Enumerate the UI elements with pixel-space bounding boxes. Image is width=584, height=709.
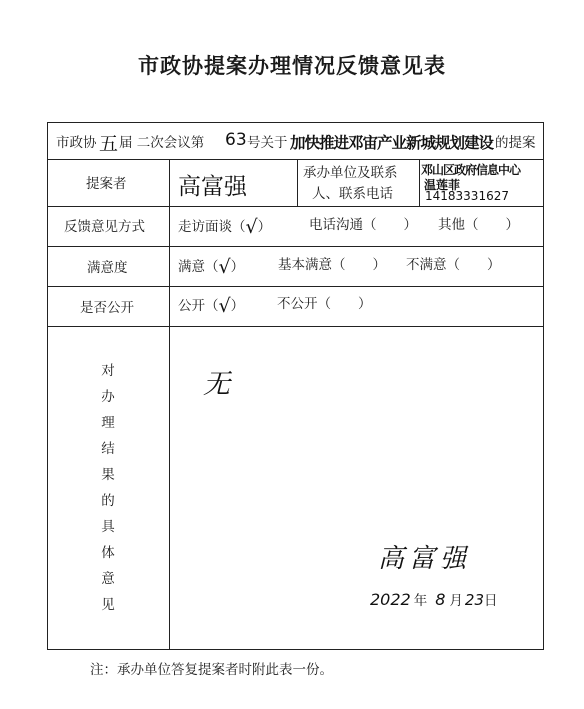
row-divider-3 (47, 246, 544, 247)
row1-about: 号关于 (247, 135, 288, 151)
checkmark-icon: √ (218, 295, 231, 317)
row1-suffix: 的提案 (495, 135, 536, 151)
public-option-label: 公开（ (178, 298, 219, 314)
unsatisfied-option: 不满意（ ） (406, 257, 501, 273)
unit-name-handwritten: 邓山区政府信息中心 (421, 163, 521, 177)
contact-name-handwritten: 温莲菲 (424, 178, 461, 192)
public-label: 是否公开 (80, 300, 134, 316)
date-year-unit: 年 (413, 593, 428, 609)
row-divider-5 (47, 326, 544, 327)
row1-session-text: 届 二次会议第 (119, 135, 205, 151)
proposer-label: 提案者 (86, 176, 127, 192)
satisfied-option (178, 256, 245, 278)
form-title: 市政协提案办理情况反馈意见表 (138, 54, 446, 78)
public-option-close: ） (230, 298, 245, 314)
col-divider-label (169, 159, 170, 650)
unit-label-line2: 人、联系电话 (312, 186, 393, 202)
row-divider-1 (47, 159, 544, 160)
opinion-label-char: 果 (101, 467, 115, 483)
opinion-label-char: 具 (101, 519, 115, 535)
proposal-number-handwritten: 63 (225, 130, 247, 150)
opinion-label-char: 理 (101, 415, 115, 431)
checkmark-icon: √ (218, 256, 231, 278)
date-year-handwritten: 2022 (370, 590, 411, 609)
checkmark-icon: √ (245, 216, 258, 238)
opinion-label-char: 对 (101, 363, 115, 379)
basically-satisfied-option: 基本满意（ ） (278, 257, 386, 273)
public-option (178, 295, 245, 317)
opinion-label-char: 体 (101, 545, 115, 561)
signature-handwritten: 高富强 (378, 544, 472, 574)
row-divider-2 (47, 206, 544, 207)
date-day-unit: 日 (484, 593, 498, 609)
opinion-label-char: 办 (101, 389, 115, 405)
date-month-handwritten: 8 (435, 590, 446, 609)
opinion-label-char: 结 (101, 441, 115, 457)
date-month-unit: 月 (449, 593, 463, 609)
row-divider-4 (47, 286, 544, 287)
visit-option-label: 走访面谈（ (178, 219, 246, 235)
opinion-label-char: 的 (101, 493, 115, 509)
date-day-handwritten: 23 (464, 591, 484, 609)
date-line (370, 592, 498, 609)
satisfaction-label: 满意度 (87, 260, 128, 276)
visit-option (178, 216, 272, 238)
opinion-handwritten: 无 (203, 369, 230, 400)
unit-label-line1: 承办单位及联系 (303, 165, 398, 181)
other-option: 其他（ ） (438, 217, 519, 233)
session-number-handwritten: 五 (99, 133, 119, 155)
col-divider-unit (419, 159, 420, 206)
satisfied-option-close: ） (230, 259, 245, 275)
feedback-method-label: 反馈意见方式 (64, 219, 145, 235)
visit-option-close: ） (257, 219, 272, 235)
opinion-label-char: 意 (101, 571, 115, 587)
proposer-name-handwritten: 高富强 (178, 174, 247, 200)
not-public-option: 不公开（ ） (277, 296, 372, 312)
phone-option: 电话沟通（ ） (309, 217, 417, 233)
row1-prefix: 市政协 (56, 135, 97, 151)
contact-phone-handwritten: 14183331627 (425, 189, 509, 203)
satisfied-option-label: 满意（ (178, 259, 219, 275)
opinion-label-char: 见 (101, 597, 115, 613)
opinion-label-vertical (47, 358, 169, 618)
col-divider-proposer (297, 159, 298, 206)
footnote: 注：承办单位答复提案者时附此表一份。 (90, 662, 333, 678)
proposal-topic-handwritten: 加快推进邓宙产业新城规划建设 (290, 134, 494, 152)
